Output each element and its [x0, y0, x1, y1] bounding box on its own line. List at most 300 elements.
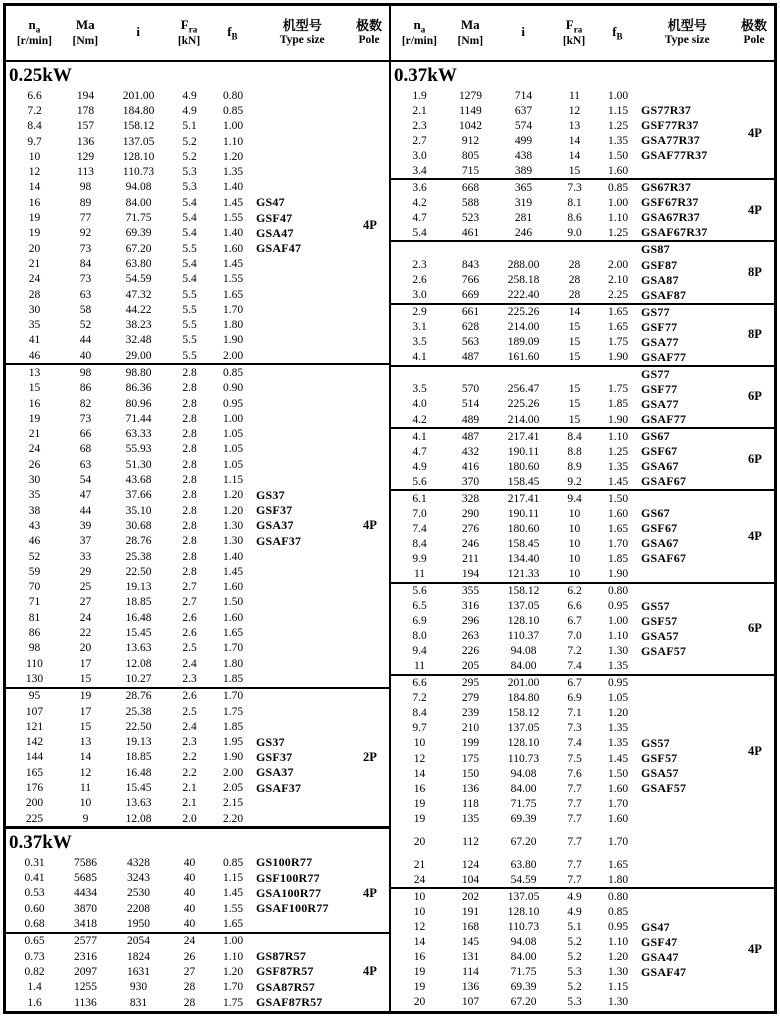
cell-na: 70 — [28, 581, 41, 594]
cell-fb: 1.80 — [222, 319, 244, 332]
cell-fb: 1.85 — [607, 552, 629, 565]
table-row — [6, 625, 350, 640]
cell-na: 52 — [28, 550, 41, 563]
cell-fra: 8.9 — [567, 460, 582, 473]
table-row — [6, 949, 350, 964]
cell-ma: 98 — [79, 366, 92, 379]
cell-na: 86 — [28, 627, 41, 640]
spec-block — [6, 932, 389, 1010]
cell-i: 110.73 — [122, 166, 155, 179]
cell-fb: 1.75 — [607, 336, 629, 349]
cell-ma: 136 — [76, 135, 95, 148]
cell-ma: 487 — [461, 351, 480, 364]
cell-na: 4.9 — [412, 460, 427, 473]
cell-na: 7.4 — [412, 522, 427, 535]
cell-fb: 0.95 — [607, 921, 629, 933]
cell-i: 222.40 — [507, 289, 540, 302]
spec-block — [391, 240, 774, 302]
cell-ma: 82 — [79, 397, 92, 410]
cell-type: GS37 — [256, 734, 285, 749]
col-header-fb-symbol: $f_B$ — [227, 23, 238, 42]
cell-type: GSAF77 — [641, 412, 687, 426]
cell-fb: 1.55 — [222, 902, 244, 915]
cell-i: 1950 — [127, 918, 150, 931]
cell-fb: 1.80 — [222, 657, 244, 670]
cell-i: 258.18 — [507, 274, 540, 287]
cell-ma: 52 — [79, 319, 92, 332]
cell-fb: 1.30 — [607, 645, 629, 658]
cell-type: GSA47 — [641, 949, 679, 964]
cell-ma: 9 — [82, 812, 89, 825]
cell-na: 0.53 — [24, 887, 45, 900]
cell-ma: 912 — [461, 134, 480, 147]
cell-na: 0.73 — [24, 950, 45, 963]
cell-ma: 328 — [461, 492, 480, 505]
col-header-na — [6, 18, 63, 48]
cell-fb: 1.20 — [222, 504, 244, 517]
cell-na: 9.4 — [412, 645, 427, 658]
table-row — [6, 995, 350, 1010]
table-row — [391, 781, 735, 796]
cell-fra: 2.4 — [182, 657, 197, 670]
cell-fra: 5.3 — [182, 181, 197, 194]
cell-type: GSF77 — [641, 381, 678, 396]
cell-type: GSF37 — [256, 749, 293, 764]
cell-fb: 1.90 — [607, 413, 629, 426]
cell-fb: 0.90 — [222, 382, 244, 395]
cell-fb: 1.70 — [222, 981, 244, 994]
cell-fb: 2.25 — [607, 289, 629, 302]
cell-fb: 1.45 — [222, 196, 244, 209]
table-row — [6, 103, 350, 118]
cell-fra: 5.4 — [182, 273, 197, 286]
cell-fb: 1.35 — [607, 660, 629, 673]
cell-fra: 40 — [183, 856, 196, 869]
cell-fra: 2.1 — [182, 782, 197, 794]
col-header-fra-unit: [kN] — [562, 34, 586, 47]
cell-na: 3.4 — [412, 164, 427, 177]
cell-fb: 1.10 — [222, 135, 244, 148]
cell-ma: 112 — [462, 835, 479, 848]
cell-ma: 113 — [77, 166, 94, 179]
cell-fb: 2.10 — [607, 274, 629, 287]
cell-ma: 131 — [461, 951, 480, 964]
cell-fra: 2.0 — [182, 812, 197, 825]
cell-fra: 5.2 — [567, 981, 582, 994]
cell-i: 110.73 — [507, 752, 540, 765]
cell-na: 5.4 — [412, 226, 427, 239]
cell-na: 9.7 — [27, 135, 42, 148]
cell-fra: 10 — [568, 567, 581, 580]
cell-fb: 1.15 — [222, 872, 244, 885]
cell-type: GSAF47 — [256, 241, 302, 256]
col-header-na-unit: [r/min] — [401, 34, 437, 47]
cell-fb: 1.35 — [222, 166, 244, 179]
cell-fra: 5.3 — [567, 996, 582, 1009]
cell-na: 2.6 — [412, 274, 427, 287]
table-row — [6, 317, 350, 332]
cell-fb: 1.00 — [607, 615, 629, 628]
cell-ma: 296 — [461, 615, 480, 628]
cell-na: 0.41 — [24, 872, 45, 885]
cell-na: 41 — [28, 334, 41, 347]
cell-ma: 295 — [461, 677, 480, 690]
col-header-na-symbol: $n_a$ — [28, 16, 41, 35]
cell-fb: 1.75 — [607, 383, 629, 396]
spec-rows — [391, 584, 735, 674]
cell-type: GSF47 — [256, 210, 293, 225]
cell-na: 2.3 — [412, 119, 427, 132]
cell-type: GSA67 — [641, 536, 679, 551]
cell-fra: 7.7 — [567, 812, 582, 825]
table-row — [6, 488, 350, 503]
cell-i: 19.13 — [125, 581, 152, 594]
cell-ma: 4434 — [74, 887, 97, 900]
table-row — [391, 382, 735, 397]
cell-fb: 1.90 — [607, 567, 629, 580]
col-header-pole — [349, 19, 389, 47]
cell-i: 2530 — [127, 887, 150, 900]
cell-fb: 1.30 — [222, 519, 244, 532]
cell-ma: 668 — [461, 181, 480, 194]
cell-fra: 6.9 — [567, 692, 582, 705]
cell-na: 21 — [28, 257, 41, 270]
table-row — [6, 901, 350, 916]
cell-fra: 5.2 — [182, 135, 197, 148]
cell-type: GS87 — [641, 242, 670, 257]
spec-rows — [391, 367, 735, 427]
pole-label: 8P — [748, 327, 762, 342]
cell-fra: 2.5 — [182, 642, 197, 655]
cell-i: 84.00 — [510, 782, 537, 795]
table-row — [391, 919, 735, 934]
cell-fb: 0.95 — [607, 677, 629, 690]
cell-fb: 1.20 — [222, 489, 244, 502]
cell-na: 7.2 — [27, 104, 42, 117]
cell-fra: 6.7 — [567, 615, 582, 628]
table-row — [6, 88, 350, 103]
cell-fra: 15 — [568, 398, 581, 411]
cell-fra: 15 — [568, 383, 581, 396]
cell-na: 4.2 — [412, 196, 427, 209]
cell-na: 16 — [413, 951, 426, 964]
cell-i: 18.85 — [125, 596, 152, 609]
cell-ma: 54 — [79, 474, 92, 487]
cell-i: 158.12 — [507, 707, 540, 720]
cell-fb: 1.60 — [222, 611, 244, 624]
cell-i: 137.05 — [507, 890, 540, 903]
cell-ma: 58 — [79, 303, 92, 316]
spec-block — [6, 363, 389, 686]
cell-i: 86.36 — [125, 382, 152, 395]
cell-i: 2054 — [127, 935, 150, 948]
left-column-body — [6, 62, 389, 1011]
spec-block — [6, 855, 389, 931]
cell-fb: 1.40 — [222, 227, 244, 240]
table-row — [391, 889, 735, 904]
col-header-fra — [169, 18, 210, 48]
cell-type: GS57 — [641, 735, 670, 750]
cell-fb: 1.90 — [607, 351, 629, 364]
cell-fb: 1.85 — [222, 720, 244, 733]
cell-ma: 20 — [79, 642, 92, 655]
cell-ma: 135 — [461, 812, 480, 825]
table-row — [391, 180, 735, 195]
cell-i: 134.40 — [507, 552, 540, 565]
cell-fra: 5.5 — [182, 288, 197, 301]
cell-fb: 0.95 — [222, 397, 244, 410]
table-row — [6, 549, 350, 564]
spec-rows — [6, 934, 350, 1010]
cell-i: 12.08 — [125, 657, 152, 670]
cell-fra: 9.0 — [567, 226, 582, 239]
cell-ma: 104 — [461, 873, 480, 886]
table-row — [6, 272, 350, 287]
cell-fb: 1.65 — [607, 858, 629, 871]
cell-fra: 2.1 — [182, 797, 197, 810]
cell-ma: 3870 — [74, 902, 97, 915]
cell-i: 18.85 — [125, 751, 152, 764]
cell-fra: 7.7 — [567, 782, 582, 795]
cell-i: 121.33 — [507, 567, 540, 580]
spec-rows — [391, 242, 735, 302]
cell-na: 8.0 — [412, 630, 427, 643]
cell-type: GSA77R37 — [641, 133, 700, 148]
cell-fb: 1.35 — [607, 460, 629, 473]
cell-ma: 29 — [79, 565, 92, 578]
cell-na: 5.6 — [412, 585, 427, 598]
col-header-pole-en: Pole — [743, 33, 765, 46]
spec-block — [391, 826, 774, 849]
table-row — [391, 834, 735, 849]
cell-na: 3.1 — [412, 321, 427, 334]
cell-fra: 5.4 — [182, 196, 197, 209]
cell-fb: 1.50 — [607, 767, 629, 780]
col-header-ma-unit: [Nm] — [457, 34, 484, 47]
table-row — [6, 765, 350, 780]
cell-ma: 37 — [79, 535, 92, 548]
cell-na: 19 — [28, 227, 41, 240]
cell-na: 8.4 — [412, 537, 427, 550]
cell-ma: 5685 — [74, 872, 97, 885]
table-row — [391, 551, 735, 566]
cell-type: GSAF87 — [641, 287, 687, 302]
cell-fb: 2.00 — [222, 766, 244, 779]
cell-na: 0.31 — [24, 856, 45, 869]
cell-ma: 40 — [79, 349, 92, 362]
cell-fb: 1.00 — [222, 120, 244, 133]
cell-fra: 2.8 — [182, 489, 197, 502]
cell-type: GSF67R37 — [641, 195, 699, 210]
cell-i: 63.33 — [125, 428, 152, 441]
cell-na: 20 — [413, 835, 426, 848]
table-row — [391, 350, 735, 365]
table-row — [6, 564, 350, 579]
cell-na: 71 — [28, 596, 41, 609]
cell-fb: 0.85 — [607, 181, 629, 194]
cell-na: 1.9 — [412, 89, 427, 102]
power-label: 0.37kW — [394, 65, 457, 86]
table-row — [391, 629, 735, 644]
cell-fb: 2.00 — [607, 259, 629, 272]
col-header-fra — [554, 18, 595, 48]
cell-fb: 1.70 — [222, 690, 244, 703]
cell-na: 165 — [25, 766, 44, 779]
cell-ma: 17 — [79, 657, 92, 670]
cell-fra: 10 — [568, 552, 581, 565]
table-row — [6, 719, 350, 734]
cell-fb: 1.40 — [222, 181, 244, 194]
cell-fb: 1.50 — [222, 596, 244, 609]
cell-i: 54.59 — [125, 273, 152, 286]
table-row — [391, 133, 735, 148]
cell-na: 26 — [28, 458, 41, 471]
cell-fra: 2.6 — [182, 611, 197, 624]
cell-na: 30 — [28, 303, 41, 316]
cell-fra: 10 — [568, 507, 581, 520]
cell-i: 69.39 — [125, 227, 152, 240]
cell-type: GSAF77R37 — [641, 148, 708, 163]
cell-type: GS100R77 — [256, 855, 313, 870]
cell-ma: 15 — [79, 672, 92, 685]
cell-fra: 40 — [183, 902, 196, 915]
cell-ma: 44 — [79, 334, 92, 347]
cell-na: 2.1 — [412, 104, 427, 117]
cell-na: 7.0 — [412, 507, 427, 520]
cell-ma: 15 — [79, 720, 92, 733]
cell-ma: 168 — [461, 921, 480, 933]
cell-i: 67.20 — [510, 996, 537, 1009]
table-row — [391, 736, 735, 751]
cell-fb: 1.30 — [222, 535, 244, 548]
pole-label — [735, 834, 774, 849]
table-row — [6, 780, 350, 795]
cell-type: GSA87R57 — [256, 979, 315, 994]
cell-na: 3.0 — [412, 149, 427, 162]
table-row — [391, 536, 735, 551]
cell-na: 6.6 — [27, 89, 42, 102]
cell-fra: 7.7 — [567, 797, 582, 810]
cell-na: 225 — [25, 812, 44, 825]
cell-fra: 5.2 — [567, 951, 582, 964]
cell-fb: 1.70 — [607, 537, 629, 550]
cell-type: GSA77 — [641, 396, 679, 411]
cell-i: 54.59 — [510, 873, 537, 886]
table-row — [391, 397, 735, 412]
right-column-body — [391, 62, 774, 1011]
spec-rows — [391, 834, 735, 849]
cell-ma: 239 — [461, 707, 480, 720]
cell-fb: 1.50 — [607, 149, 629, 162]
cell-fb: 1.10 — [607, 936, 629, 949]
cell-fra: 2.3 — [182, 672, 197, 685]
cell-fra: 5.3 — [182, 166, 197, 179]
col-header-fra-symbol: $F_{ra}$ — [565, 16, 583, 35]
cell-fra: 5.5 — [182, 303, 197, 316]
cell-i: 201.00 — [122, 89, 155, 102]
table-row — [6, 287, 350, 302]
cell-na: 3.6 — [412, 181, 427, 194]
power-label: 0.25kW — [9, 65, 72, 86]
cell-type: GSAF67 — [641, 551, 687, 566]
col-header-fb — [209, 25, 255, 42]
cell-fra: 8.1 — [567, 196, 582, 209]
cell-ma: 588 — [461, 196, 480, 209]
table-row — [6, 195, 350, 210]
cell-i: 201.00 — [507, 677, 540, 690]
cell-na: 19 — [28, 212, 41, 225]
cell-na: 12 — [28, 166, 41, 179]
cell-fra: 5.1 — [567, 921, 582, 933]
cell-ma: 14 — [79, 751, 92, 764]
cell-type: GSF87 — [641, 257, 678, 272]
table-row — [391, 506, 735, 521]
cell-type: GS67R37 — [641, 180, 692, 195]
table-row — [6, 518, 350, 533]
cell-i: 71.75 — [125, 212, 152, 225]
cell-ma: 178 — [76, 104, 95, 117]
cell-fb: 1.85 — [607, 398, 629, 411]
cell-ma: 1136 — [74, 996, 97, 1009]
cell-i: 71.75 — [510, 966, 537, 979]
table-row — [6, 365, 350, 380]
table-row — [391, 614, 735, 629]
cell-i: 12.08 — [125, 812, 152, 825]
cell-ma: 246 — [461, 537, 480, 550]
cell-i: 22.50 — [125, 720, 152, 733]
table-row — [6, 689, 350, 704]
cell-ma: 766 — [461, 274, 480, 287]
cell-fra: 5.2 — [567, 936, 582, 949]
spec-rows — [391, 305, 735, 365]
cell-na: 11 — [413, 567, 426, 580]
cell-na: 30 — [28, 474, 41, 487]
cell-na: 0.60 — [24, 902, 45, 915]
cell-fra: 8.8 — [567, 445, 582, 458]
cell-fra: 5.4 — [182, 227, 197, 240]
cell-type: GSF57 — [641, 751, 678, 766]
cell-na: 46 — [28, 535, 41, 548]
spec-rows — [391, 88, 735, 178]
cell-fb: 1.75 — [222, 705, 244, 718]
cell-ma: 432 — [461, 445, 480, 458]
table-row — [6, 964, 350, 979]
cell-ma: 487 — [461, 430, 480, 443]
cell-fb: 1.45 — [222, 887, 244, 900]
cell-type: GSF47 — [641, 934, 678, 949]
cell-i: 281 — [514, 211, 533, 224]
cell-fra: 26 — [183, 950, 196, 963]
column-header-row — [6, 6, 389, 62]
table-row — [6, 916, 350, 931]
cell-fra: 7.3 — [567, 722, 582, 735]
spec-rows — [391, 429, 735, 489]
cell-na: 2.3 — [412, 259, 427, 272]
cell-fra: 28 — [568, 259, 581, 272]
cell-na: 142 — [25, 736, 44, 749]
cell-i: 184.80 — [507, 692, 540, 705]
cell-ma: 628 — [461, 321, 480, 334]
cell-na: 9.7 — [412, 722, 427, 735]
col-header-ma — [63, 18, 108, 48]
table-row — [6, 381, 350, 396]
cell-fb: 1.15 — [222, 474, 244, 487]
spec-block — [391, 178, 774, 240]
cell-fra: 7.2 — [567, 645, 582, 658]
cell-fra: 28 — [183, 981, 196, 994]
cell-type: GSF77 — [641, 319, 678, 334]
cell-na: 98 — [28, 642, 41, 655]
